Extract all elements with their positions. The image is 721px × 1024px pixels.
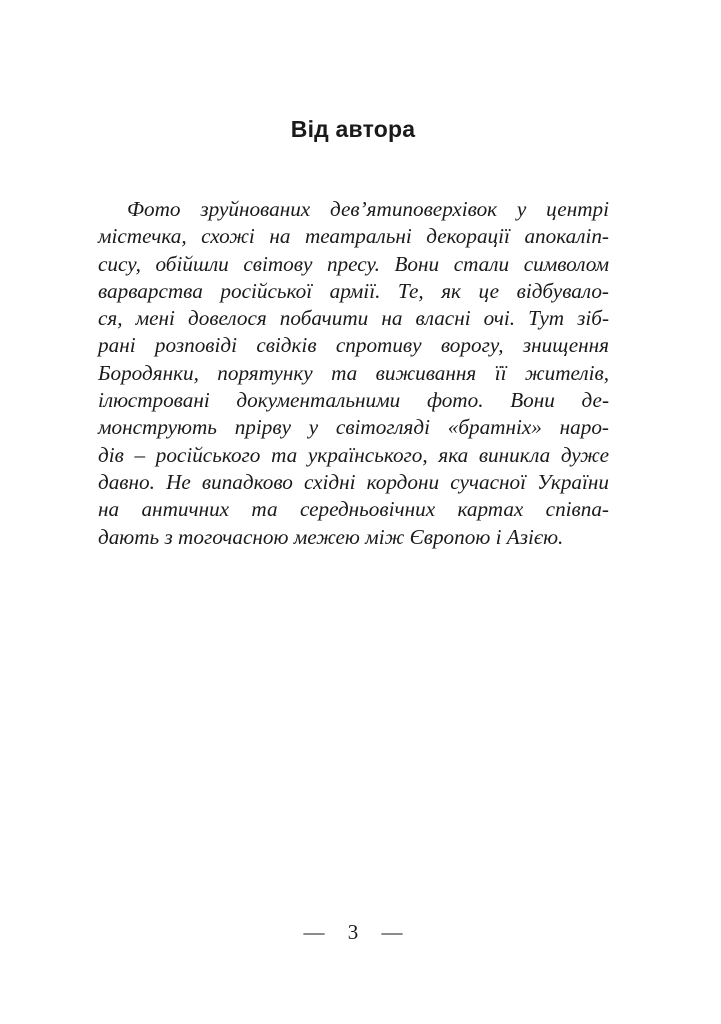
paragraph-line: Фото зруйнованих дев’ятиповерхівок у центрі	[127, 197, 609, 221]
paragraph-line: дів – російського та українського, яка виникла дуже	[98, 442, 609, 467]
page-footer	[0, 920, 706, 945]
paragraph-line: Бородянки, порятунку та виживання її жителів,	[98, 360, 609, 385]
paragraph-line: давно. Не випадково східні кордони сучасної України	[98, 469, 609, 494]
page-title: Від автора	[290, 116, 416, 142]
paragraph-line: рані розповіді свідків спротиву ворогу, знищення	[98, 333, 609, 358]
page-number: 3	[347, 920, 359, 944]
author-foreword-paragraph	[98, 196, 609, 551]
footer-dash-right: —	[381, 920, 403, 944]
paragraph-line: сису, обійшли світову пресу. Вони стали символом	[98, 251, 609, 276]
paragraph-line: монструють прірву у світогляді «братніх» наро-	[98, 415, 609, 440]
paragraph-line: ся, мені довелося побачити на власні очі. Тут зіб-	[98, 306, 609, 331]
paragraph-line: варварства російської армії. Те, як це відбувало-	[98, 278, 609, 303]
paragraph-line: ілюстровані документальними фото. Вони де-	[98, 388, 609, 413]
paragraph-line: містечка, схожі на театральні декорації апокаліп-	[98, 224, 609, 249]
paragraph-line: на античних та середньовічних картах співпа-	[98, 497, 609, 522]
footer-dash-left: —	[303, 920, 325, 944]
paragraph-line: дають з тогочасною межею між Європою і Азією.	[98, 524, 564, 549]
